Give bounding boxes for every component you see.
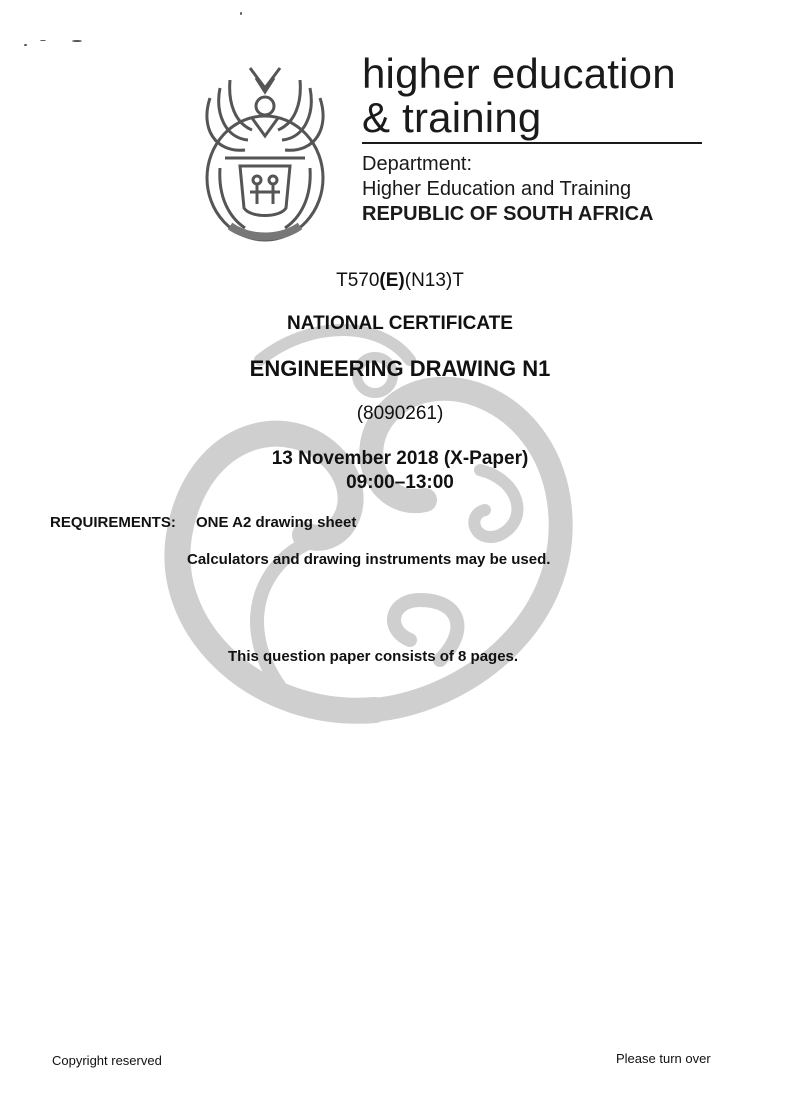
scan-speck	[72, 40, 82, 42]
scan-speck	[40, 40, 46, 41]
footer-turn-over: Please turn over	[616, 1051, 711, 1066]
department-country: REPUBLIC OF SOUTH AFRICA	[362, 203, 654, 225]
coat-of-arms-icon	[190, 58, 340, 248]
brand-line-1: higher education	[362, 50, 676, 97]
paper-code-language: (E)	[379, 270, 405, 291]
department-name: Higher Education and Training	[362, 178, 632, 200]
requirements-note: Calculators and drawing instruments may be used.	[187, 551, 551, 568]
brand-line-2: & training	[362, 94, 542, 141]
subject-title: ENGINEERING DRAWING N1	[249, 356, 551, 381]
paper-code-prefix: T570	[336, 270, 380, 291]
brand-divider	[362, 142, 702, 144]
footer-copyright: Copyright reserved	[52, 1053, 162, 1068]
brand-wordmark	[362, 52, 676, 140]
exam-time: 09:00–13:00	[346, 472, 454, 493]
requirements-label: REQUIREMENTS:	[50, 514, 176, 531]
scan-speck	[240, 12, 242, 15]
certificate-title: NATIONAL CERTIFICATE	[287, 313, 513, 334]
paper-code	[0, 270, 800, 292]
requirements-value: ONE A2 drawing sheet	[196, 514, 357, 531]
subject-number: (8090261)	[356, 403, 444, 424]
exam-date: 13 November 2018 (X-Paper)	[271, 448, 529, 469]
page-count-note: This question paper consists of 8 pages.	[228, 648, 519, 665]
paper-code-suffix: (N13)T	[404, 270, 464, 291]
scan-speck	[24, 44, 27, 46]
department-label: Department:	[362, 153, 473, 175]
